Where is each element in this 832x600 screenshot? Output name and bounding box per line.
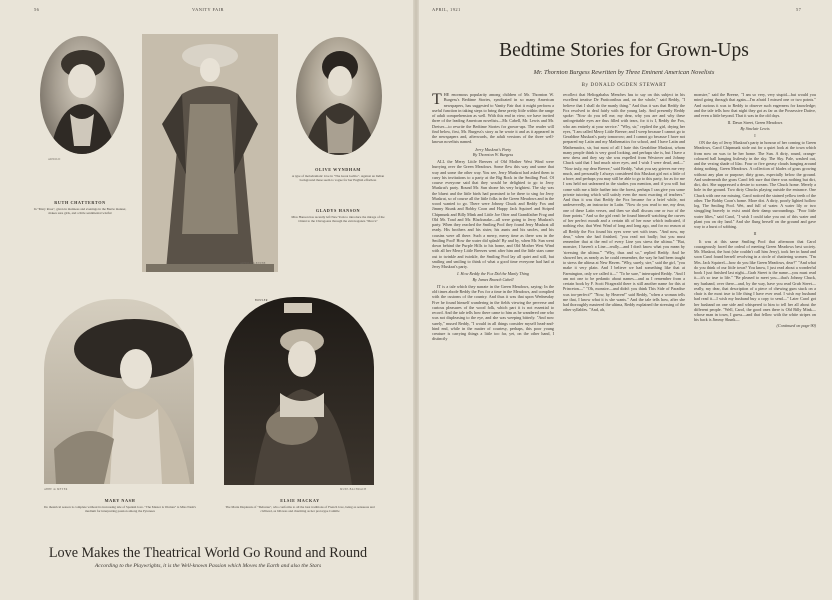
credit-gladys: ARNOLD GENTHE	[240, 262, 266, 265]
caption-text-elsie: The Marie Duplessis of "Deburau", who conforms to all the best traditions of French love, being as sensuous and civilized, as bill-less and charming as her prototype Camille	[225, 505, 375, 514]
portrait-figure-icon	[296, 37, 382, 155]
section-author: By James Branch Cabell	[472, 276, 514, 282]
photo-gladys-hanson	[142, 34, 278, 272]
story-body: ALL the Merry Little Breezes of Old Mother West Wind were hurrying over the Green Meadows. Some flew this way and some that way and some the other way. You see, Jerry Muskrat had asked them to carry his invitations to a party at the Big Rock in the Smiling Pool. Of course everyone said that they would be delighted to go to Jerry Muskrat's party. Round Mr. Sun shone his very brightest. The sky was the bluest and the little birds had promised to be there to sing for Jerry Muskrat, so of course all the little folks in the Green Meadows and in the wood wanted to go. There were Johnny Chuck and Reddy Fox and Jimmy Skunk and Bobby Coon and Happy Jack Squirrel and Striped Chipmunk and Billy Mink and Little Joe Otter and Grandfather Frog and Old Mr. Toad and Mr. Blacksnake—all were going to Jerry Muskrat's party. When they reached the Smiling Pool they found Jerry Muskrat all ready. His brothers and his sister, his aunts and his uncles, and his cousins were all there. Such a merry, merry time as there was in the Smiling Pool! How the water did splash! By and by, when Mr. Sun went down behind the Purple Hills to his home, and Old Mother West Wind with all her Merry Little Breezes went after him and the little stars came out to twinkle and twinkle, the Smiling Pool lay all quiet and still, but smiling and smiling to think of what a good time everyone had had at Jerry Muskrat's party.	[432, 159, 554, 269]
caption-name-gladys: GLADYS HANSON	[315, 208, 361, 213]
article-byline: By DONALD OGDEN STEWART	[581, 83, 667, 88]
section-heading: I. How Reddy the Fox Did the Manly Thing	[457, 271, 529, 277]
article-title: Bedtime Stories for Grown-Ups	[499, 40, 749, 61]
part-numeral-1: I	[754, 132, 756, 138]
costume-figure-icon	[142, 34, 278, 272]
left-folio: 56	[34, 7, 40, 12]
photo-olive-wyndham	[296, 37, 382, 155]
credit-ruth: ARNOLD	[48, 158, 61, 161]
story-author: By Thornton W. Burgess	[472, 151, 514, 157]
portrait-figure-icon	[224, 297, 374, 485]
right-date: APRIL, 1921	[432, 7, 461, 12]
article-column-2	[563, 92, 685, 592]
photo-elsie-mackay	[224, 297, 374, 485]
story-heading: Jerry Muskrat's Party	[474, 146, 512, 152]
caption-text-gladys: Miss Hanson has recently left New York to introduce the mirage of the Orient to the Chicagoans through the extravaganza "Mecca"	[291, 215, 385, 224]
credit-mary: ABBE de MEYER	[44, 488, 68, 491]
section-2-author: By Sinclair Lewis	[740, 125, 770, 131]
drop-cap: T	[432, 92, 442, 108]
article-column-3	[694, 92, 816, 592]
caption-name-ruth: RUTH CHATTERTON	[54, 200, 106, 205]
portrait-figure-icon	[40, 36, 124, 154]
caption-name-olive: OLIVE WYNDHAM	[315, 167, 361, 172]
right-folio: 57	[796, 7, 802, 12]
section-2-heading: II. Dawn Street, Green Meadows	[727, 120, 783, 126]
column-2-body: recollect that Heliogabalus Menches has to say on this subject in his excellent treatise De Particonibus and, on the whole," said Reddy, "I believe that I shall do the manly thing." And thus it was that Reddy the Fox resolved to deal fairly with the young lady. And presently Reddy spoke: "Now do you tell me, my dear, why you are and why these unforgettable eyes are thus filled with tears, for it is I, Reddy the Fox, who am entirely at your service." "Why, sir," replied the girl, drying her eyes, "I am called Merry Little Breeze; and I weep because I cannot go to Geraldine Muskrat's party tomorrow; and I cannot go because I have not prepared my Latin and my Mathematics for school, and I have Latin and Mathematics, sir, but most of all I hate this Geraldine Muskrat, whom many people think is very good looking, and perhaps she is, but I have a new dress and they say she was expelled from Westover and Johnny Chuck said that I had much nicer eyes, and I wish I were dead, and—" "Now truly, my dear Breeze," said Reddy, "what you say grieves me very much, and personally I always considered this Muskrat girl not a little of a bore; and perhaps you may still be able to go to this party, for as for me I was held not unlearned in the studies you mention, and if you will but come with me a little further into the forest, perhaps I can give you some private tutoring which will satisfy even the most exacting of teachers." And thus it was that Reddy the Fox became for a brief while, not undeservedly, an instructor in Latin. "Now do you read to me, my dear, one of these Latin verses, and then we shall discuss one or two of the finer points." And so the girl read: he found himself watching the curves of her perfect mouth and a certain tilt of her nose which indicated, if nothing else, that West Wind of long and long ago, and for no reason at all Reddy the Fox found his eyes were wet with tears. "And now, my dear," when she had finished, "you read not badly; but you must remember that at the end of every Line you stress the ultima." "But, monsire, I haven't a Line—really—and I don't know what you mean by 'stressing the ultima.'" "Why, thus and so," replied Reddy. And he showed her, as nearly as he could remember, the way he had been taught to stress the ultima at New Haven. "Why, surely, sire," said the girl, "you make it very plain. And I believe we had something like that at Farmington, only we called it—" "To be sure," interrupted Reddy. "And I am not one to be pedantic about names—and as I remember from a certain book by F. Scott Fitzgerald there is still another name for this at Princeton—" "Oh, monsire—and didn't you think This Side of Paradise was too-perfect?" "Now, by Heaven!" said Reddy, "when a woman tells me that, I know what it is she wants." And the tale tells how, after she had thoroughly mastered the ultima, Reddy explained the stressing of the other syllables. "And, ah,	[563, 92, 685, 313]
caption-name-mary: MARY NASH	[104, 498, 136, 503]
column-3-lead: monsire," said the Breeze, "I am so very, very stupid—but would you mind going through that again—I'm afraid I missed one or two points." And curious it was to Reddy to observe such eagerness for knowledge; and the tale tells how that night they got as far as the Possessive Dative, and even a little beyond. That it was in the old days.	[694, 92, 816, 118]
left-deck: According to the Playwrights, it is the Well-known Passion which Moves the Earth and also the Stars	[94, 563, 322, 569]
photo-ruth-chatterton	[40, 36, 124, 154]
credit-elsie: MUSE-BACHRACH	[340, 488, 367, 491]
continued-note: (Continued on page 90)	[776, 322, 816, 328]
part-numeral-2: II	[753, 231, 757, 237]
photo-stamp-mark	[284, 303, 312, 313]
article-subtitle: Mr. Thornton Burgess Rewritten by Three Eminent American Novelists	[533, 69, 715, 76]
left-headline: Love Makes the Theatrical World Go Round and Round	[48, 545, 368, 561]
photo-mary-nash	[44, 299, 194, 484]
article-column-1	[432, 92, 554, 592]
right-page	[416, 0, 832, 600]
intro-text: HE enormous popularity among children of Mr. Thornton W. Burgess's Bedtime Stories, syndicated in so many American newspapers, has suggested to Vanity Fair that it might perform a useful function in taking steps to bring these pretty little within the range of adult comprehension as well. With this end in view, we have invited three of the leading American novelists—Mr. Cabell, Mr. Lewis and Mr. Dreiser—to rewrite the Bedtime Stories for grown-ups. The reader will find below, first, Mr. Burgess's story as he wrote it and as it appeared in the newspapers and, afterwards, the adult versions of the three well-known novelists named.	[432, 92, 554, 145]
hat-figure-icon	[44, 299, 194, 484]
caption-text-mary: Do theatrical season is complete without its increasing tale of Spanish love. "The Master is Woman" is Miss Nash's medium for interpreting passion among the Pyrenees	[44, 505, 196, 514]
section-2-body: ON the day of Jerry Muskrat's party in honour of her coming to Green Meadows, Carol Chipmunk stole out for a quiet look at the town which from now on was to be her home. The Sun. A dirty, round, orange-coloured ball hanging listlessly in the sky. The Sky. Pale, washed out, and the vexing shade of lilac. Four or five greasy clouds hanging around doing nothing. Green Meadows. A collection of blades of grass growing without any plan or purpose; dirty grass, especially below the ground. And underneath the grass Carol felt sure that there was nothing but dirt, dirt, dirt. She suppressed a desire to scream. The Chuck home. Merely a hole in the ground. Two dirty Chucks playing outside the entrance. One Chuck with one ear missing. Carol noticed the stained yellow teeth of the other. The Bobby Coon's home. More dirt. A dirty, poorly lighted hollow log. The Smiling Pool. Wet, and full of water. A water lily or two struggling bravely to exist amid their damp surroundings. "Poor little water lilies," said Carol, "I wish I could take you out of this water and plant you on dry land." And she flung herself on the ground and gave way to a burst of sobbing.	[694, 140, 816, 229]
caption-text-olive: A type of melodramatic love in "The Great Gabbo". Against an Indian background these seem to vogue for her English effortless	[291, 174, 385, 183]
caption-text-ruth: In "Mary Rose", given in matinees and evenings in the Barrie manner, makes sure girls, and a little sentimental wistful	[33, 207, 127, 216]
section-2-tail: It was at this same Smiling Pool that afternoon that Carol courageously faced the ordeal of meeting Green Meadows best society. Mr. Muskrat, the host (she couldn't call him Jerry), took her in hand and soon Carol found herself revolving in a circle of chattering women. "I'm Mrs. Jack Squirrel—how do you like Green Meadows, dear?" "And what do you think of our little town? You know, I just read about a wonderful book I just finished last night—Grab Street is the name—you must read it—it's so true to life." "Be pleased to meet you—that's Johnny Chuck, my husband, over there—and, by the way, have you read Grub Street—really, my dear, that description of a piece of chewing gum stuck on a chair is the most true to life thing I have ever read. I wish my husband had read it—I wish my husband buy a copy to send—" Later Carol got her husband on one side and whispered to him to tell her all about the different people. "Well, Carol, the good ones there is Old Billy Mink—whose man in town, I guess—and that fellow with the white stripes on his back is Jimmy Skunk—	[694, 238, 816, 323]
photo-stamp: BOWLER	[255, 299, 268, 302]
left-running-head: VANITY FAIR	[192, 7, 224, 12]
section-body: IT is a tale which they narrate in the Green Meadows, saying: In the old times abode Reddy the Fox for a time in the Meadows, and complied with the customs of the country. And thus it was that upon Wednesday Five he found himself wandering in the fields viewing the perverse and curious pleasures of the wood folk, which part it is not essential to record. And the tale tells how there came to him as he wandered one who was not displeasing to the eye, and she was weeping bitterly. "And now surely," mused Reddy, "I would in all things consider myself head-and-hind end, while in the matter of courtesy, perhaps, this poor young creature is carrying things a little too far, yet, on the other hand, I distinctly	[432, 283, 554, 342]
caption-name-elsie: ELSIE MACKAY	[280, 498, 320, 503]
